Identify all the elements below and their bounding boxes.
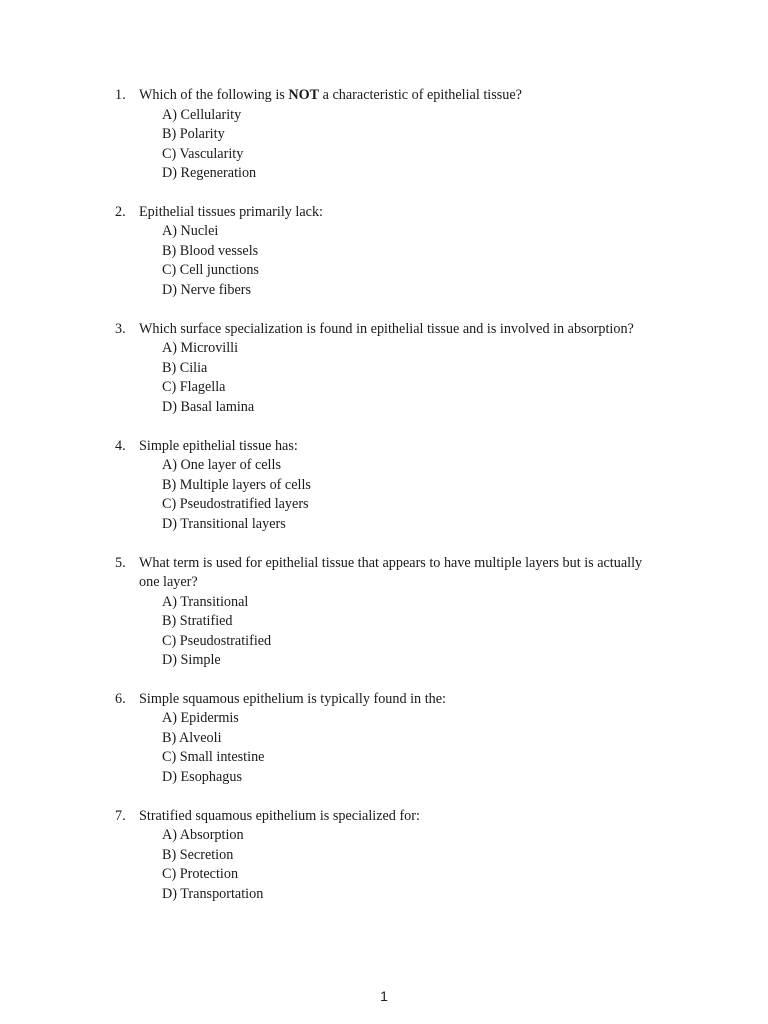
question-number: 5.	[115, 554, 126, 571]
answer-option: B) Cilia	[162, 359, 208, 376]
answer-option: C) Flagella	[162, 379, 226, 396]
answer-option: D) Simple	[162, 652, 221, 669]
answer-option: A) Cellularity	[162, 106, 242, 123]
answer-options	[139, 339, 655, 417]
question-number: 7.	[115, 807, 126, 824]
question-5	[115, 554, 655, 671]
question-text-part: Which of the following is	[139, 87, 289, 103]
answer-option: D) Transitional layers	[162, 515, 286, 532]
answer-option: D) Esophagus	[162, 768, 242, 785]
question-7	[115, 807, 655, 905]
question-text: Simple epithelial tissue has:	[139, 437, 298, 454]
answer-option: B) Polarity	[162, 126, 225, 142]
question-2	[115, 203, 655, 301]
question-text: Simple squamous epithelium is typically found in the:	[139, 690, 446, 707]
question-list	[115, 86, 655, 924]
answer-options	[139, 709, 655, 787]
question-3	[115, 320, 655, 418]
page-number: 1	[380, 988, 388, 1004]
answer-option: D) Transportation	[162, 885, 264, 902]
question-text: Epithelial tissues primarily lack:	[139, 203, 324, 220]
answer-option: D) Regeneration	[162, 165, 257, 181]
answer-option: A) One layer of cells	[162, 457, 281, 474]
question-text: Which surface specialization is found in epithelial tissue and is involved in absorption?	[139, 320, 634, 337]
answer-option: B) Multiple layers of cells	[162, 476, 311, 493]
question-number: 3.	[115, 320, 126, 337]
question-1	[115, 86, 655, 184]
answer-option: C) Small intestine	[162, 749, 265, 766]
question-4	[115, 437, 655, 535]
question-text: Stratified squamous epithelium is specialized for:	[139, 807, 420, 824]
question-text: What term is used for epithelial tissue that appears to have multiple layers but is actually one layer?	[139, 554, 643, 591]
answer-option: A) Epidermis	[162, 710, 239, 727]
answer-options	[139, 222, 655, 300]
answer-options	[139, 826, 655, 904]
question-number: 1.	[115, 87, 126, 103]
answer-options	[139, 593, 655, 671]
question-text-part: a characteristic of epithelial tissue?	[319, 87, 522, 103]
answer-option: C) Pseudostratified layers	[162, 496, 309, 513]
answer-option: D) Nerve fibers	[162, 281, 252, 298]
answer-option: C) Vascularity	[162, 145, 244, 162]
answer-option: B) Blood vessels	[162, 242, 259, 259]
answer-option: A) Microvilli	[162, 340, 239, 357]
question-number: 6.	[115, 690, 126, 707]
answer-options	[139, 106, 655, 184]
answer-option: B) Secretion	[162, 846, 234, 863]
answer-option: C) Pseudostratified	[162, 632, 272, 649]
question-number: 2.	[115, 203, 126, 220]
question-6	[115, 690, 655, 788]
answer-option: B) Alveoli	[162, 729, 222, 746]
answer-option: A) Transitional	[162, 593, 249, 610]
answer-option: A) Nuclei	[162, 223, 219, 240]
answer-option: B) Stratified	[162, 613, 233, 630]
question-text	[139, 86, 655, 106]
answer-options	[139, 456, 655, 534]
answer-option: A) Absorption	[162, 827, 244, 844]
answer-option: D) Basal lamina	[162, 398, 255, 415]
question-number: 4.	[115, 437, 126, 454]
answer-option: C) Protection	[162, 866, 239, 883]
question-emphasis: NOT	[288, 87, 320, 103]
answer-option: C) Cell junctions	[162, 262, 259, 279]
